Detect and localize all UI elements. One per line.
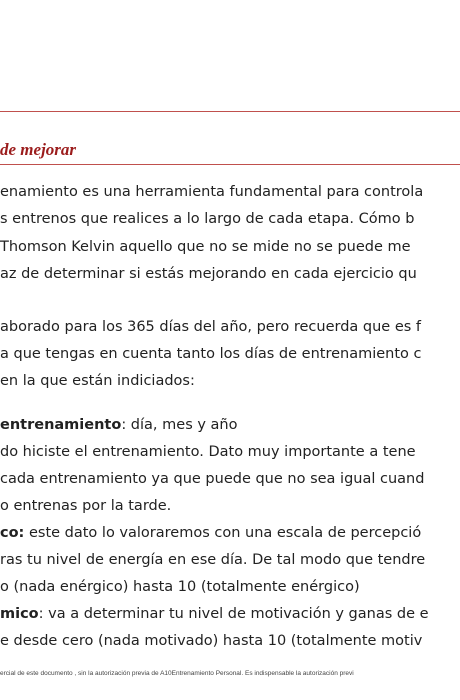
list-line: e desde cero (nada motivado) hasta 10 (totalmente motiv [0, 633, 423, 649]
list-line: cada entrenamiento ya que puede que no sea igual cuand [0, 471, 425, 487]
list-line: ras tu nivel de energía en ese día. De tal modo que tendre [0, 552, 426, 568]
list-item-energy [0, 526, 421, 541]
list-term: co: [0, 525, 25, 541]
paragraph-line-5: aborado para los 365 días del año, pero recuerda que es f [0, 319, 422, 335]
section-heading: de mejorar [0, 140, 77, 159]
paragraph-line-6: a que tengas en cuenta tanto los días de entrenamiento c [0, 346, 422, 362]
list-text: : va a determinar tu nivel de motivación y ganas de e [38, 606, 429, 622]
list-text: : día, mes y año [121, 417, 238, 433]
paragraph-line-1: enamiento es una herramienta fundamental para controla [0, 184, 424, 200]
list-line: do hiciste el entrenamiento. Dato muy importante a tene [0, 444, 416, 460]
paragraph-line-3: Thomson Kelvin aquello que no se mide no se puede me [0, 239, 411, 255]
list-line: o (nada enérgico) hasta 10 (totalmente enérgico) [0, 579, 360, 595]
list-term: mico [0, 606, 39, 622]
list-item-date [0, 418, 238, 433]
paragraph-line-2: s entrenos que realices a lo largo de cada etapa. Cómo b [0, 211, 415, 227]
heading-divider [0, 164, 460, 165]
list-text: este dato lo valoraremos con una escala de percepció [24, 525, 422, 541]
list-term: entrenamiento [0, 417, 122, 433]
list-item-motivation [0, 607, 429, 622]
paragraph-line-4: az de determinar si estás mejorando en cada ejercicio qu [0, 266, 417, 282]
top-divider [0, 111, 460, 112]
footer-notice: ercial de este documento , sin la autorización previa de A10Entrenamiento Personal. Es indispensable la autorización previ [0, 670, 354, 677]
list-line: o entrenas por la tarde. [0, 498, 172, 514]
paragraph-line-7: en la que están indiciados: [0, 373, 195, 389]
